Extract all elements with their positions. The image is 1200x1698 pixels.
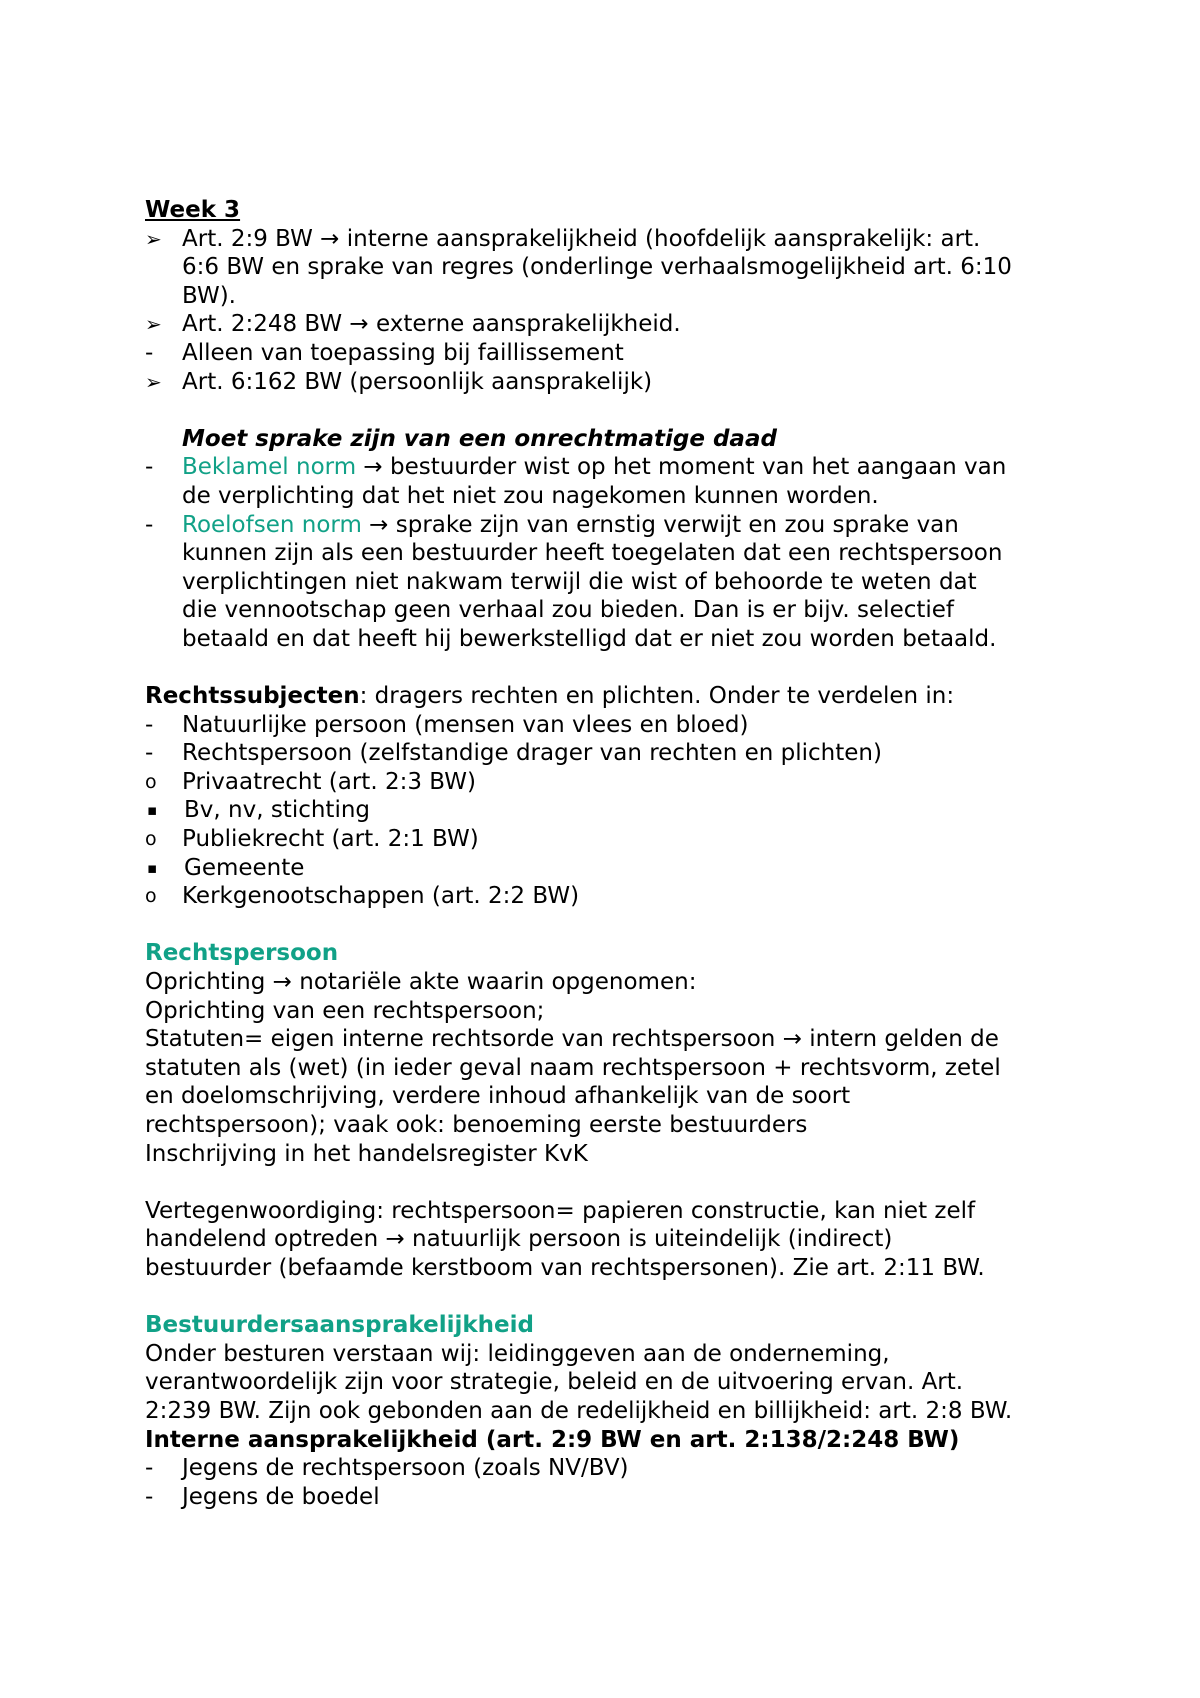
list-item bbox=[145, 339, 1085, 368]
interne-aansprakelijkheid-heading: Interne aansprakelijkheid (art. 2:9 BW en art. 2:138/2:248 BW) bbox=[145, 1426, 960, 1453]
dash-bullet: - bbox=[145, 339, 154, 366]
list-item-line: Art. 2:248 BW → externe aansprakelijkheid. bbox=[182, 311, 681, 338]
arrow-bullet-icon: ➢ bbox=[145, 312, 162, 337]
list-item: - Beklamel norm → bestuurder wist op het moment van het aangaan van de verplichting dat het niet zou nagekomen kunnen worden. bbox=[145, 454, 1007, 509]
list-item: - Natuurlijke persoon (mensen van vlees en bloed) bbox=[145, 711, 749, 738]
arrow-bullet-icon: ➢ bbox=[145, 369, 162, 394]
arrow-bullet-icon: ➢ bbox=[145, 226, 162, 251]
list-item: - Jegens de rechtspersoon (zoals NV/BV) bbox=[145, 1455, 629, 1482]
list-item: o Privaatrecht (art. 2:3 BW) bbox=[145, 768, 476, 795]
list-item: - Rechtspersoon (zelfstandige drager van rechten en plichten) bbox=[145, 740, 882, 767]
dash-bullet: - bbox=[145, 454, 154, 481]
text-line: Oprichting van een rechtspersoon; bbox=[145, 997, 545, 1024]
text-line: rechtspersoon); vaak ook: benoeming eerste bestuurders bbox=[145, 1112, 808, 1138]
odd-heading: Moet sprake zijn van een onrechtmatige daad bbox=[182, 425, 777, 452]
bestuurdersaansprakelijkheid-heading: Bestuurdersaansprakelijkheid bbox=[145, 1312, 534, 1339]
text-line: bestuurder (befaamde kerstboom van rechtspersonen). Zie art. 2:11 BW. bbox=[145, 1254, 985, 1281]
list-item-line: Alleen van toepassing bij faillissement bbox=[182, 339, 624, 366]
rechtssubjecten-line: Rechtssubjecten: dragers rechten en plichten. Onder te verdelen in: bbox=[145, 683, 955, 710]
list-item: ▪ Bv, nv, stichting bbox=[147, 797, 371, 824]
square-bullet-icon: ▪ bbox=[147, 858, 158, 877]
list-item-line: BW). bbox=[182, 282, 236, 309]
list-item bbox=[145, 225, 1085, 311]
roelofsen-norm-label: Roelofsen norm bbox=[182, 511, 362, 538]
list-item: - Roelofsen norm → sprake zijn van ernstig verwijt en zou sprake van kunnen zijn als een bestuurder heeft toegelaten dat een rechtspersoon verplichtingen niet nakwam terwijl die wist of behoorde te weten dat die vennootschap geen verhaal zou bieden. Dan is er bijv. selectief betaald en dat heeft hij bewerkstelligd dat er niet zou worden betaald. bbox=[145, 511, 1003, 652]
document-page bbox=[145, 196, 1085, 1511]
text-line: Oprichting → notariële akte waarin opgenomen: bbox=[145, 969, 697, 996]
list-item: o Publiekrecht (art. 2:1 BW) bbox=[145, 826, 479, 853]
list-item-line: Art. 2:9 BW → interne aansprakelijkheid (hoofdelijk aansprakelijk: art. bbox=[182, 225, 981, 252]
text-line: en doelomschrijving, verdere inhoud afhankelijk van de soort bbox=[145, 1083, 851, 1110]
beklamel-norm-label: Beklamel norm bbox=[182, 454, 357, 481]
list-item: ▪ Gemeente bbox=[147, 854, 305, 881]
text-line: Inschrijving in het handelsregister KvK bbox=[145, 1140, 588, 1167]
list-item-line: Art. 6:162 BW (persoonlijk aansprakelijk) bbox=[182, 368, 653, 395]
text-line: Vertegenwoordiging: rechtspersoon= papieren constructie, kan niet zelf bbox=[145, 1197, 976, 1224]
list-item: - Jegens de boedel bbox=[145, 1483, 380, 1510]
text-line: statuten als (wet) (in ieder geval naam rechtspersoon + rechtsvorm, zetel bbox=[145, 1054, 1001, 1081]
list-item bbox=[145, 310, 1085, 339]
text-line: handelend optreden → natuurlijk persoon is uiteindelijk (indirect) bbox=[145, 1226, 893, 1253]
text-line: 2:239 BW. Zijn ook gebonden aan de redelijkheid en billijkheid: art. 2:8 BW. bbox=[145, 1397, 1013, 1424]
text-line: Onder besturen verstaan wij: leidinggeven aan de onderneming, bbox=[145, 1340, 890, 1367]
list-item: o Kerkgenootschappen (art. 2:2 BW) bbox=[145, 883, 580, 910]
text-line: verantwoordelijk zijn voor strategie, beleid en de uitvoering ervan. Art. bbox=[145, 1369, 964, 1396]
square-bullet-icon: ▪ bbox=[147, 801, 158, 820]
dash-bullet: - bbox=[145, 511, 154, 538]
rechtspersoon-heading: Rechtspersoon bbox=[145, 940, 339, 967]
week-title: Week 3 bbox=[145, 197, 241, 223]
list-item-line: 6:6 BW en sprake van regres (onderlinge verhaalsmogelijkheid art. 6:10 bbox=[182, 254, 1012, 281]
list-item bbox=[145, 368, 1085, 397]
text-line: Statuten= eigen interne rechtsorde van rechtspersoon → intern gelden de bbox=[145, 1026, 999, 1053]
